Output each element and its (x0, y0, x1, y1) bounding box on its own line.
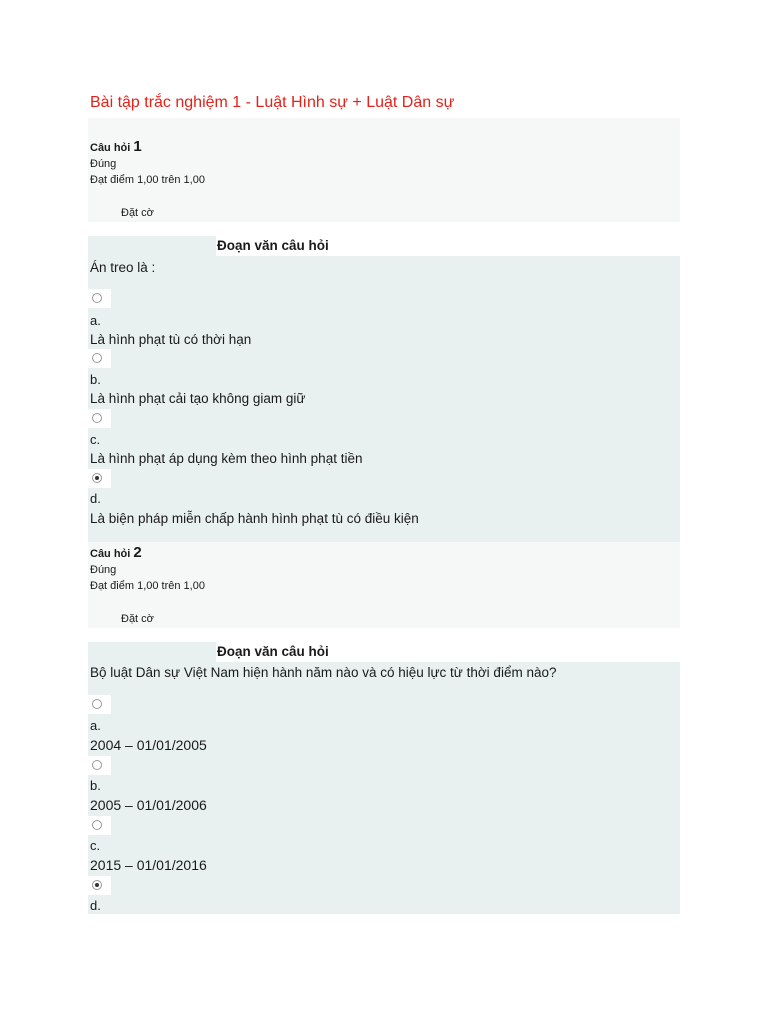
question-1-content (88, 236, 680, 542)
flag-question-link[interactable]: Đặt cờ (121, 613, 154, 625)
option-d-radio-selected[interactable] (92, 880, 102, 890)
option-c-text[interactable]: Là hình phạt áp dụng kèm theo hình phạt tiền (90, 451, 363, 466)
question-state: Đúng (90, 564, 117, 576)
question-text-heading: Đoạn văn câu hỏi (216, 236, 680, 256)
option-b-radio[interactable] (92, 353, 102, 363)
question-label-text: Câu hỏi (90, 548, 131, 560)
option-c-radio-wrap[interactable] (88, 409, 111, 428)
option-d-letter: d. (90, 491, 101, 506)
option-c-letter: c. (90, 432, 101, 447)
option-b-text[interactable]: Là hình phạt cải tạo không giam giữ (90, 391, 306, 406)
question-2-info (88, 542, 680, 628)
option-b-radio-wrap[interactable] (88, 349, 111, 368)
option-d-letter: d. (90, 898, 101, 913)
option-b-text[interactable]: 2005 – 01/01/2006 (90, 797, 207, 813)
option-c-radio[interactable] (92, 820, 102, 830)
question-text-heading: Đoạn văn câu hỏi (216, 642, 680, 662)
question-grade: Đạt điểm 1,00 trên 1,00 (90, 580, 205, 592)
option-b-letter: b. (90, 372, 101, 387)
option-d-radio-wrap[interactable] (88, 876, 111, 895)
option-d-text[interactable]: Là biện pháp miễn chấp hành hình phạt tù có điều kiện (90, 511, 419, 526)
option-a-radio-wrap[interactable] (88, 695, 111, 714)
page-title: Bài tập trắc nghiệm 1 - Luật Hình sự + Luật Dân sự (90, 94, 455, 111)
option-a-letter: a. (90, 313, 101, 328)
option-c-radio[interactable] (92, 413, 102, 423)
option-a-text[interactable]: 2004 – 01/01/2005 (90, 737, 207, 753)
question-text: Bộ luật Dân sự Việt Nam hiện hành năm nào và có hiệu lực từ thời điểm nào? (90, 665, 557, 680)
option-d-radio-wrap[interactable] (88, 469, 111, 488)
question-label (90, 544, 680, 562)
option-a-radio[interactable] (92, 293, 102, 303)
question-2-content (88, 642, 680, 914)
option-b-radio-wrap[interactable] (88, 756, 111, 775)
option-d-radio-selected[interactable] (92, 473, 102, 483)
option-c-letter: c. (90, 838, 101, 853)
option-a-letter: a. (90, 718, 101, 733)
question-label-text: Câu hỏi (90, 142, 131, 154)
question-number: 2 (133, 544, 142, 561)
option-a-radio[interactable] (92, 699, 102, 709)
option-b-radio[interactable] (92, 760, 102, 770)
question-text: Án treo là : (90, 260, 156, 275)
question-label (90, 138, 680, 156)
option-b-letter: b. (90, 778, 101, 793)
option-a-text[interactable]: Là hình phạt tù có thời hạn (90, 332, 252, 347)
option-c-text[interactable]: 2015 – 01/01/2016 (90, 857, 207, 873)
question-state: Đúng (90, 158, 117, 170)
option-c-radio-wrap[interactable] (88, 816, 111, 835)
question-grade: Đạt điểm 1,00 trên 1,00 (90, 174, 205, 186)
question-1-info (88, 118, 680, 222)
flag-question-link[interactable]: Đặt cờ (121, 207, 154, 219)
option-a-radio-wrap[interactable] (88, 289, 111, 308)
question-number: 1 (133, 138, 142, 155)
